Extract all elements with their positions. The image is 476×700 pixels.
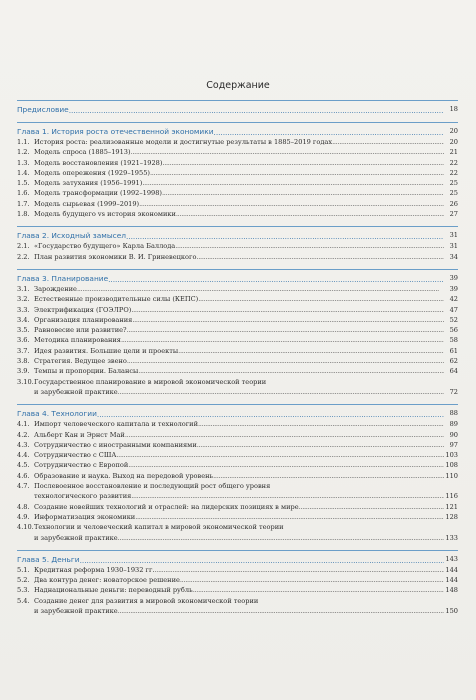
toc-page-number: 31 [449,231,458,240]
toc-item-label [17,168,150,178]
leader-dots [77,284,444,294]
toc-item[interactable] [17,178,458,188]
toc-item-label [17,502,299,512]
toc-label: Глава 5. Деньги [17,554,80,564]
toc-page-number: 144 [445,576,458,585]
toc-page-number: 61 [449,346,458,355]
toc-item[interactable] [17,188,458,198]
leader-dots [135,512,444,522]
leader-dots [176,209,444,219]
toc-page-number: 52 [449,315,458,324]
leader-dots [196,252,444,262]
toc-page-number: 39 [449,284,458,293]
toc-item-number: 3.9. [17,367,30,376]
toc-item-number: 4.9. [17,512,30,521]
toc-item-text: Модель опережения (1929–1955) [34,168,150,177]
toc-item-line[interactable] [17,481,458,491]
toc-item-number: 2.1. [17,242,30,251]
toc-item-label [17,585,193,595]
toc-item[interactable] [17,346,458,356]
leader-dots [132,315,444,325]
toc-page-number: 64 [449,367,458,376]
toc-item-label [17,460,128,470]
toc-label: Глава 4. Технологии [17,409,97,419]
leader-dots [69,105,444,115]
page-title: Содержание [206,80,270,91]
toc-item-text: Зарождение [34,284,77,293]
toc-item-label [17,284,77,294]
toc-item[interactable] [17,168,458,178]
toc-item-number: 5.1. [17,565,30,574]
toc-item-label [17,346,178,356]
leader-dots [155,565,444,575]
toc-item-number: 4.10. [17,523,34,532]
toc-page-number: 18 [449,105,458,113]
toc-item[interactable] [17,585,458,595]
toc-label: Глава 2. Исходный замысел [17,231,127,241]
leader-dots [121,335,444,345]
toc-label: Предисловие [17,105,69,114]
toc-page-number: 143 [445,554,458,563]
leader-dots [108,274,444,284]
toc-page-number: 62 [449,357,458,366]
toc-chapter [17,404,458,543]
toc-page-number: 47 [449,305,458,314]
toc-page-number: 148 [445,586,458,595]
toc-item-text-cont: и зарубежной практике [34,606,118,615]
toc-page-number: 88 [449,409,458,418]
toc-item-number: 3.3. [17,305,30,314]
leader-dots [131,305,444,315]
toc-item-label [17,241,175,251]
toc-item-label [17,430,125,440]
toc-item-number: 5.4. [17,596,30,605]
toc-item[interactable] [17,209,458,219]
toc-page-number: 89 [449,420,458,429]
toc-item-text: Послевоенное восстановление и последующий рост общего уровня [34,482,271,491]
toc-item-label [17,305,131,315]
table-of-contents [17,100,458,623]
toc-page-number: 150 [445,606,458,615]
toc-item-text: Модель спроса (1885–1913) [34,148,131,157]
leader-dots [150,168,444,178]
toc-item-text: Создание денег для развития в мировой экономической теории [34,596,259,605]
leader-dots [299,502,444,512]
toc-label: Глава 1. История роста отечественной экономики [17,127,214,136]
toc-item-label [17,147,131,157]
toc-chapter [17,226,458,262]
leader-dots [197,440,444,450]
leader-dots [213,471,444,481]
toc-item-number: 4.5. [17,461,30,470]
toc-item-text: Модель сырьевая (1999–2019) [34,199,140,208]
toc-item-number: 4.7. [17,482,30,491]
toc-page-number: 116 [445,492,458,501]
toc-item-number: 4.4. [17,451,30,460]
toc-item-number: 4.6. [17,471,30,480]
leader-dots [128,460,444,470]
leader-dots [118,533,444,543]
toc-page-number: 22 [449,168,458,177]
toc-item[interactable] [17,158,458,168]
toc-item[interactable] [17,460,458,470]
toc-item-text: Технологии и человеческий капитал в мировой экономической теории [34,523,284,532]
toc-item-label [17,565,155,575]
toc-item-text: Образование и наука. Выход на передовой уровень [34,471,214,480]
toc-item-label [17,178,142,188]
toc-item-number: 3.10. [17,377,34,386]
toc-item[interactable] [17,147,458,157]
leader-dots [198,419,444,429]
toc-item-text: История роста: реализованные модели и достигнутые результаты в 1885–2019 годах [34,138,333,146]
leader-dots [162,188,444,198]
toc-page-number: 121 [445,502,458,511]
toc-page-number: 25 [449,189,458,198]
toc-item-label [17,512,135,522]
toc-item-label [17,419,198,429]
toc-item-number: 1.2. [17,148,30,157]
leader-dots [332,137,444,147]
toc-item-number: 1.7. [17,199,30,208]
toc-page-number: 39 [449,273,458,282]
toc-item[interactable] [17,512,458,522]
toc-item-label [17,366,138,376]
toc-item-text: Наднациональные деньги: переводный рубль [34,586,193,595]
toc-item-text: Естественные производительные силы (КЕПС) [34,295,199,304]
toc-page-number: 58 [449,336,458,345]
toc-page-number: 20 [449,127,458,135]
toc-item-text: Идея развития. Большие цели и проекты [34,346,179,355]
leader-dots [138,366,444,376]
toc-item-text: Модель затухания (1956–1991) [34,179,143,188]
toc-item[interactable] [17,325,458,335]
toc-page-number: 144 [445,565,458,574]
toc-page-number: 110 [445,471,458,480]
toc-page-number: 56 [449,326,458,335]
toc-item-label [17,315,132,325]
toc-item-text: Создание новейших технологий и отраслей: на лидерских позициях в мире [34,502,299,511]
toc-item-text: Равновесие или развитие? [34,326,127,335]
toc-item[interactable] [17,305,458,315]
toc-chapter [17,122,458,219]
toc-item[interactable] [17,366,458,376]
leader-dots [118,387,444,397]
toc-item-text: Методика планирования [34,336,121,345]
toc-chapter-heading[interactable] [17,126,458,137]
toc-page-number: 97 [449,440,458,449]
toc-item-number: 2.2. [17,252,30,261]
leader-dots [198,294,444,304]
toc-item[interactable] [17,252,458,262]
toc-item[interactable] [17,137,458,147]
toc-item-label [17,199,139,209]
toc-label: Глава 3. Планирование [17,273,109,283]
toc-item-number: 3.7. [17,346,30,355]
toc-page-number: 31 [449,242,458,251]
toc-chapter [17,269,458,397]
leader-dots [175,241,444,251]
toc-item-number: 3.8. [17,357,30,366]
toc-item[interactable] [17,315,458,325]
toc-item-text: Два контура денег: новаторское решение [34,576,180,585]
leader-dots [180,575,444,585]
leader-dots [178,346,444,356]
toc-item-label [17,137,332,147]
leader-dots [116,450,444,460]
toc-item-text: Организация планирования [34,315,133,324]
toc-item-number: 5.3. [17,586,30,595]
toc-item[interactable] [17,450,458,460]
toc-chapter-heading[interactable] [17,273,458,284]
toc-chapter-heading[interactable] [17,230,458,241]
toc-item-label [17,356,127,366]
leader-dots [142,178,444,188]
toc-item-number: 3.4. [17,315,30,324]
toc-item-line[interactable] [17,377,458,387]
leader-dots [118,606,444,616]
toc-page-number: 26 [449,199,458,208]
leader-dots [193,585,444,595]
toc-item-text: Сотрудничество с США [34,451,117,460]
leader-dots [97,409,444,419]
toc-item-label [17,252,196,262]
toc-page-number: 27 [449,210,458,219]
leader-dots [214,127,444,137]
leader-dots [127,325,444,335]
toc-item-number: 4.1. [17,420,30,429]
toc-item[interactable] [17,491,458,501]
toc-item-line[interactable] [17,596,458,606]
toc-item-text: Модель будущего vs история экономики [34,210,176,219]
toc-page-number: 21 [449,148,458,157]
toc-item-text: Стратегия. Ведущее звено [34,357,127,366]
toc-chapter-heading[interactable] [17,408,458,419]
toc-page-number: 103 [445,451,458,460]
toc-item[interactable] [17,387,458,397]
toc-item-text: Информатизация экономики [34,512,136,521]
toc-item[interactable] [17,199,458,209]
toc-item[interactable] [17,284,458,294]
toc-item-number: 1.8. [17,210,30,219]
toc-page-number: 128 [445,512,458,521]
toc-chapter-heading[interactable] [17,554,458,565]
toc-item-number: 4.8. [17,502,30,511]
toc-page-number: 22 [449,158,458,167]
toc-item-label [17,294,198,304]
toc-item-number: 1.5. [17,179,30,188]
toc-item-label [17,471,213,481]
toc-item-number: 3.2. [17,295,30,304]
toc-item-label [17,440,197,450]
leader-dots [127,356,444,366]
leader-dots [162,158,444,168]
toc-item-number: 4.3. [17,440,30,449]
toc-item[interactable] [17,606,458,616]
toc-item-number: 3.6. [17,336,30,345]
leader-dots [126,231,444,241]
toc-item-number: 1.6. [17,189,30,198]
toc-item[interactable] [17,430,458,440]
toc-chapter [17,550,458,616]
toc-item[interactable] [17,565,458,575]
toc-item-text: План развития экономики В. И. Гриневецкого [34,252,197,261]
toc-item-number: 1.4. [17,168,30,177]
toc-item-text: Государственное планирование в мировой экономической теории [34,377,267,386]
toc-item-text: Импорт человеческого капитала и технологий [34,420,198,429]
toc-item[interactable] [17,533,458,543]
toc-page-number: 20 [449,138,458,146]
toc-item-text: Темпы и пропорции. Балансы [34,367,139,376]
leader-dots [139,199,444,209]
toc-item[interactable] [17,575,458,585]
toc-item-text-cont: технологического развития [34,492,132,501]
leader-dots [131,147,444,157]
toc-item-text: Альберт Кан и Эрнст Май [34,430,125,439]
leader-dots [131,491,444,501]
toc-item-label [17,209,176,219]
toc-item-label [17,188,162,198]
toc-item-text: Кредитная реформа 1930–1932 гг. [34,565,155,574]
toc-item[interactable] [17,440,458,450]
toc-item-text: «Государство будущего» Карла Баллода [34,242,176,251]
toc-item-number: 5.2. [17,576,30,585]
toc-item-number: 4.2. [17,430,30,439]
toc-page-number: 133 [445,533,458,542]
toc-item[interactable] [17,241,458,251]
toc-item-number: 3.1. [17,284,30,293]
toc-item-text: Модель трансформации (1992–1998) [34,189,162,198]
toc-page-number: 34 [449,252,458,261]
toc-item[interactable] [17,419,458,429]
toc-item[interactable] [17,471,458,481]
toc-item-text: Сотрудничество с Европой [34,461,129,470]
toc-page-number: 108 [445,461,458,470]
toc-item[interactable] [17,356,458,366]
toc-item-text: Сотрудничество с иностранными компаниями [34,440,197,449]
toc-item-text-cont: и зарубежной практике [34,533,118,542]
toc-row[interactable] [17,104,458,115]
toc-item-text: Электрификация (ГОЭЛРО) [34,305,132,314]
toc-item-label [17,335,121,345]
leader-dots [80,555,444,565]
toc-item[interactable] [17,502,458,512]
toc-item-text: Модель восстановления (1921–1928) [34,158,163,167]
toc-item-label [17,575,180,585]
toc-item-label [17,158,162,168]
toc-preface [17,100,458,115]
toc-page-number: 42 [449,295,458,304]
toc-item[interactable] [17,294,458,304]
toc-item-number: 3.5. [17,326,30,335]
toc-page-number: 25 [449,179,458,188]
toc-item-number: 1.3. [17,158,30,167]
toc-page-number: 90 [449,430,458,439]
toc-item-label [17,450,116,460]
leader-dots [125,430,444,440]
toc-item-number: 1.1. [17,138,30,146]
toc-item-text-cont: и зарубежной практике [34,387,118,396]
toc-item-label [17,325,127,335]
toc-item-line[interactable] [17,522,458,532]
toc-item[interactable] [17,335,458,345]
toc-page-number: 72 [449,387,458,396]
